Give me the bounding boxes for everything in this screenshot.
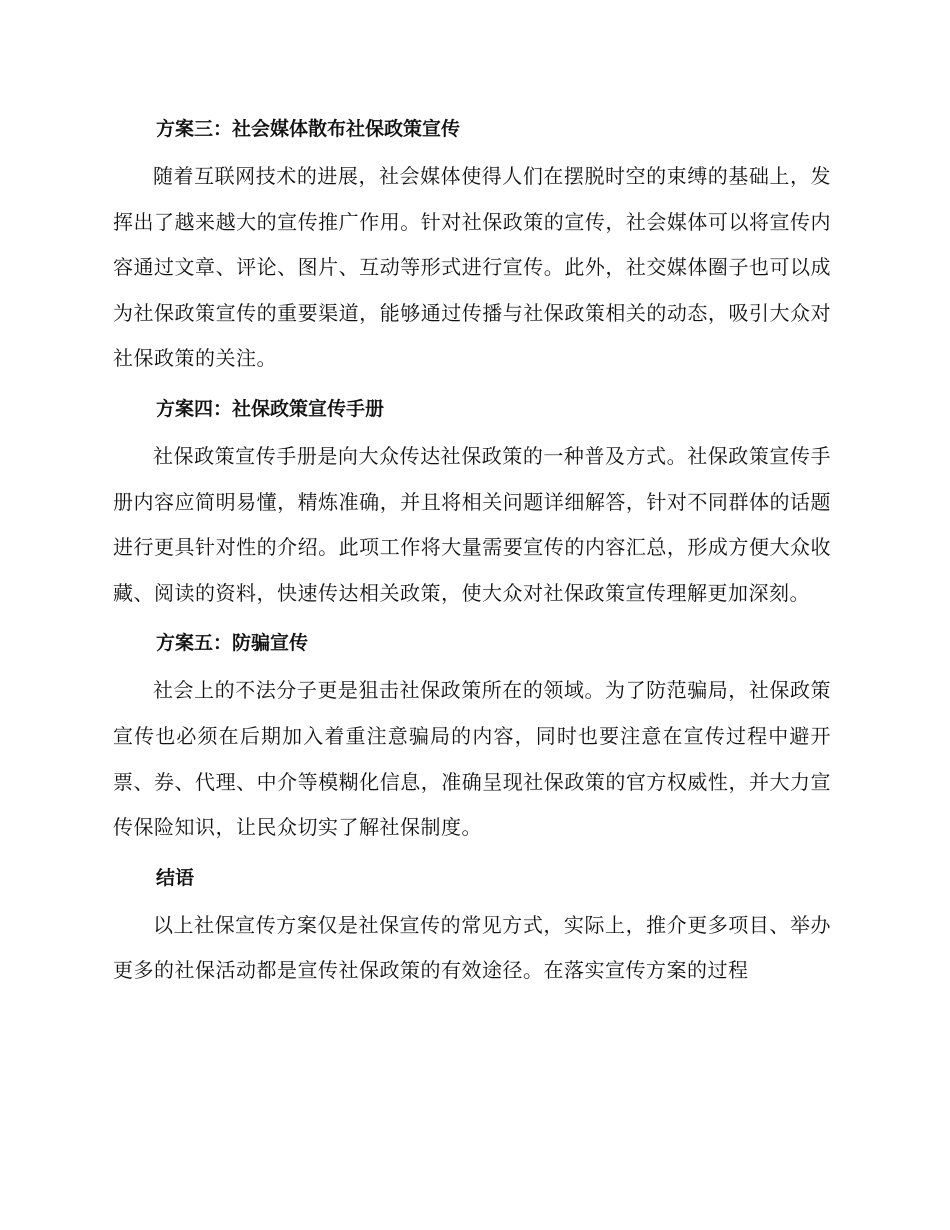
section-body-plan-four: 社保政策宣传手册是向大众传达社保政策的一种普及方式。社保政策宣传手册内容应简明易懂，精炼准确，并且将相关问题详细解答，针对不同群体的话题进行更具针对性的介绍。此项工作将大量需要宣传的内容汇总，形成方便大众收藏、阅读的资料，快速传达相关政策，使大众对社保政策宣传理解更加深刻。 [113,443,831,605]
document-content [113,108,831,994]
section-heading-plan-five: 方案五：防骗宣传 [156,632,309,655]
section-body-plan-five: 社会上的不法分子更是狙击社保政策所在的领域。为了防范骗局，社保政策宣传也必须在后期加入着重注意骗局的内容，同时也要注意在宣传过程中避开票、券、代理、中介等模糊化信息，准确呈现社保政策的官方权威性，并大力宣传保险知识，让民众切实了解社保制度。 [113,678,831,840]
section-heading-plan-four: 方案四：社保政策宣传手册 [156,397,385,420]
section-heading-plan-three: 方案三：社会媒体散布社保政策宣传 [156,118,461,140]
section-body-conclusion: 以上社保宣传方案仅是社保宣传的常见方式，实际上，推介更多项目、举办更多的社保活动都是宣传社保政策的有效途径。在落实宣传方案的过程 [113,912,831,983]
section-body-plan-three: 随着互联网技术的进展，社会媒体使得人们在摆脱时空的束缚的基础上，发挥出了越来越大的宣传推广作用。针对社保政策的宣传，社会媒体可以将宣传内容通过文章、评论、图片、互动等形式进行宣传。此外，社交媒体圈子也可以成为社保政策宣传的重要渠道，能够通过传播与社保政策相关的动态，吸引大众对社保政策的关注。 [113,164,831,371]
section-heading-conclusion: 结语 [156,866,195,889]
